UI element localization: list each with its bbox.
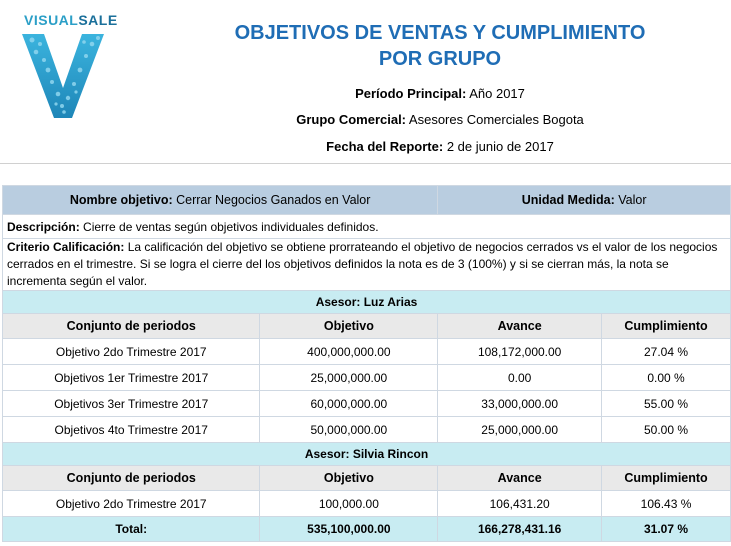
objective-description-row	[3, 215, 731, 239]
cell-cumplimiento: 55.00 %	[602, 391, 731, 417]
cell-periodo: Objetivos 4to Trimestre 2017	[3, 417, 260, 443]
column-header-row	[3, 466, 731, 491]
table-row	[3, 391, 731, 417]
meta-fecha	[160, 139, 720, 154]
objective-criteria-row	[3, 239, 731, 291]
cell-avance: 33,000,000.00	[438, 391, 602, 417]
cell-objetivo: 50,000,000.00	[260, 417, 438, 443]
asesor-name: Asesor: Silvia Rincon	[3, 443, 731, 466]
column-header-periodo: Conjunto de periodos	[3, 314, 260, 339]
objective-name-cell	[3, 186, 438, 215]
description-label: Descripción:	[7, 219, 80, 234]
header-divider	[0, 163, 731, 164]
asesor-header-row	[3, 443, 731, 466]
report-table	[2, 185, 731, 542]
cell-periodo: Objetivos 1er Trimestre 2017	[3, 365, 260, 391]
cell-avance: 108,172,000.00	[438, 339, 602, 365]
cell-avance: 25,000,000.00	[438, 417, 602, 443]
cell-cumplimiento: 50.00 %	[602, 417, 731, 443]
objective-name-value: Cerrar Negocios Ganados en Valor	[176, 193, 371, 207]
criteria-label: Criterio Calificación:	[7, 240, 125, 254]
objective-criteria-cell	[3, 239, 731, 291]
brand-wordmark	[24, 12, 118, 28]
v-logo-icon	[18, 32, 108, 122]
objective-header-row	[3, 186, 731, 215]
total-label: Total:	[3, 517, 260, 542]
table-row	[3, 417, 731, 443]
cell-avance: 106,431.20	[438, 491, 602, 517]
objective-unit-label: Unidad Medida:	[521, 193, 615, 207]
total-cumplimiento: 31.07 %	[602, 517, 731, 542]
fecha-value: 2 de junio de 2017	[446, 139, 554, 154]
cell-objetivo: 60,000,000.00	[260, 391, 438, 417]
column-header-cumplimiento: Cumplimiento	[602, 466, 731, 491]
fecha-label: Fecha del Reporte:	[326, 139, 444, 154]
meta-periodo	[160, 86, 720, 101]
total-row	[3, 517, 731, 542]
objective-unit-value: Valor	[618, 193, 647, 207]
cell-avance: 0.00	[438, 365, 602, 391]
column-header-objetivo: Objetivo	[260, 466, 438, 491]
column-header-objetivo: Objetivo	[260, 314, 438, 339]
periodo-label: Período Principal:	[355, 86, 467, 101]
cell-periodo: Objetivo 2do Trimestre 2017	[3, 491, 260, 517]
cell-periodo: Objetivos 3er Trimestre 2017	[3, 391, 260, 417]
cell-objetivo: 400,000,000.00	[260, 339, 438, 365]
table-row	[3, 491, 731, 517]
cell-objetivo: 100,000.00	[260, 491, 438, 517]
asesor-header-row	[3, 291, 731, 314]
objective-name-label: Nombre objetivo:	[69, 193, 173, 207]
meta-grupo	[160, 112, 720, 127]
table-row	[3, 365, 731, 391]
asesor-name: Asesor: Luz Arias	[3, 291, 731, 314]
brand-logo	[18, 12, 118, 118]
column-header-periodo: Conjunto de periodos	[3, 466, 260, 491]
cell-cumplimiento: 0.00 %	[602, 365, 731, 391]
report-title	[160, 20, 720, 72]
periodo-value: Año 2017	[469, 86, 525, 101]
total-objetivo: 535,100,000.00	[260, 517, 438, 542]
column-header-avance: Avance	[438, 314, 602, 339]
grupo-value: Asesores Comerciales Bogota	[408, 112, 584, 127]
brand-wordmark-part2: SALE	[78, 12, 118, 28]
brand-wordmark-part1: VISUAL	[24, 12, 79, 28]
total-avance: 166,278,431.16	[438, 517, 602, 542]
cell-objetivo: 25,000,000.00	[260, 365, 438, 391]
column-header-cumplimiento: Cumplimiento	[602, 314, 731, 339]
table-row	[3, 339, 731, 365]
cell-cumplimiento: 27.04 %	[602, 339, 731, 365]
cell-cumplimiento: 106.43 %	[602, 491, 731, 517]
report-title-line1: OBJETIVOS DE VENTAS Y CUMPLIMIENTO	[234, 22, 646, 44]
objective-unit-cell	[438, 186, 731, 215]
column-header-avance: Avance	[438, 466, 602, 491]
description-value: Cierre de ventas según objetivos individuales definidos.	[83, 219, 379, 234]
cell-periodo: Objetivo 2do Trimestre 2017	[3, 339, 260, 365]
objective-description-cell	[3, 215, 731, 239]
criteria-value: La calificación del objetivo se obtiene prorrateando el objetivo de negocios cerrados vs el valor de los negocios cerrados en el trimestre. Si se logra el cierre del los objetivos definidos la nota es de 3 (100%) y si se cierran más, la nota se incrementa según el valor.	[7, 240, 718, 288]
column-header-row	[3, 314, 731, 339]
grupo-label: Grupo Comercial:	[296, 112, 407, 127]
report-title-line2: POR GRUPO	[378, 48, 502, 70]
